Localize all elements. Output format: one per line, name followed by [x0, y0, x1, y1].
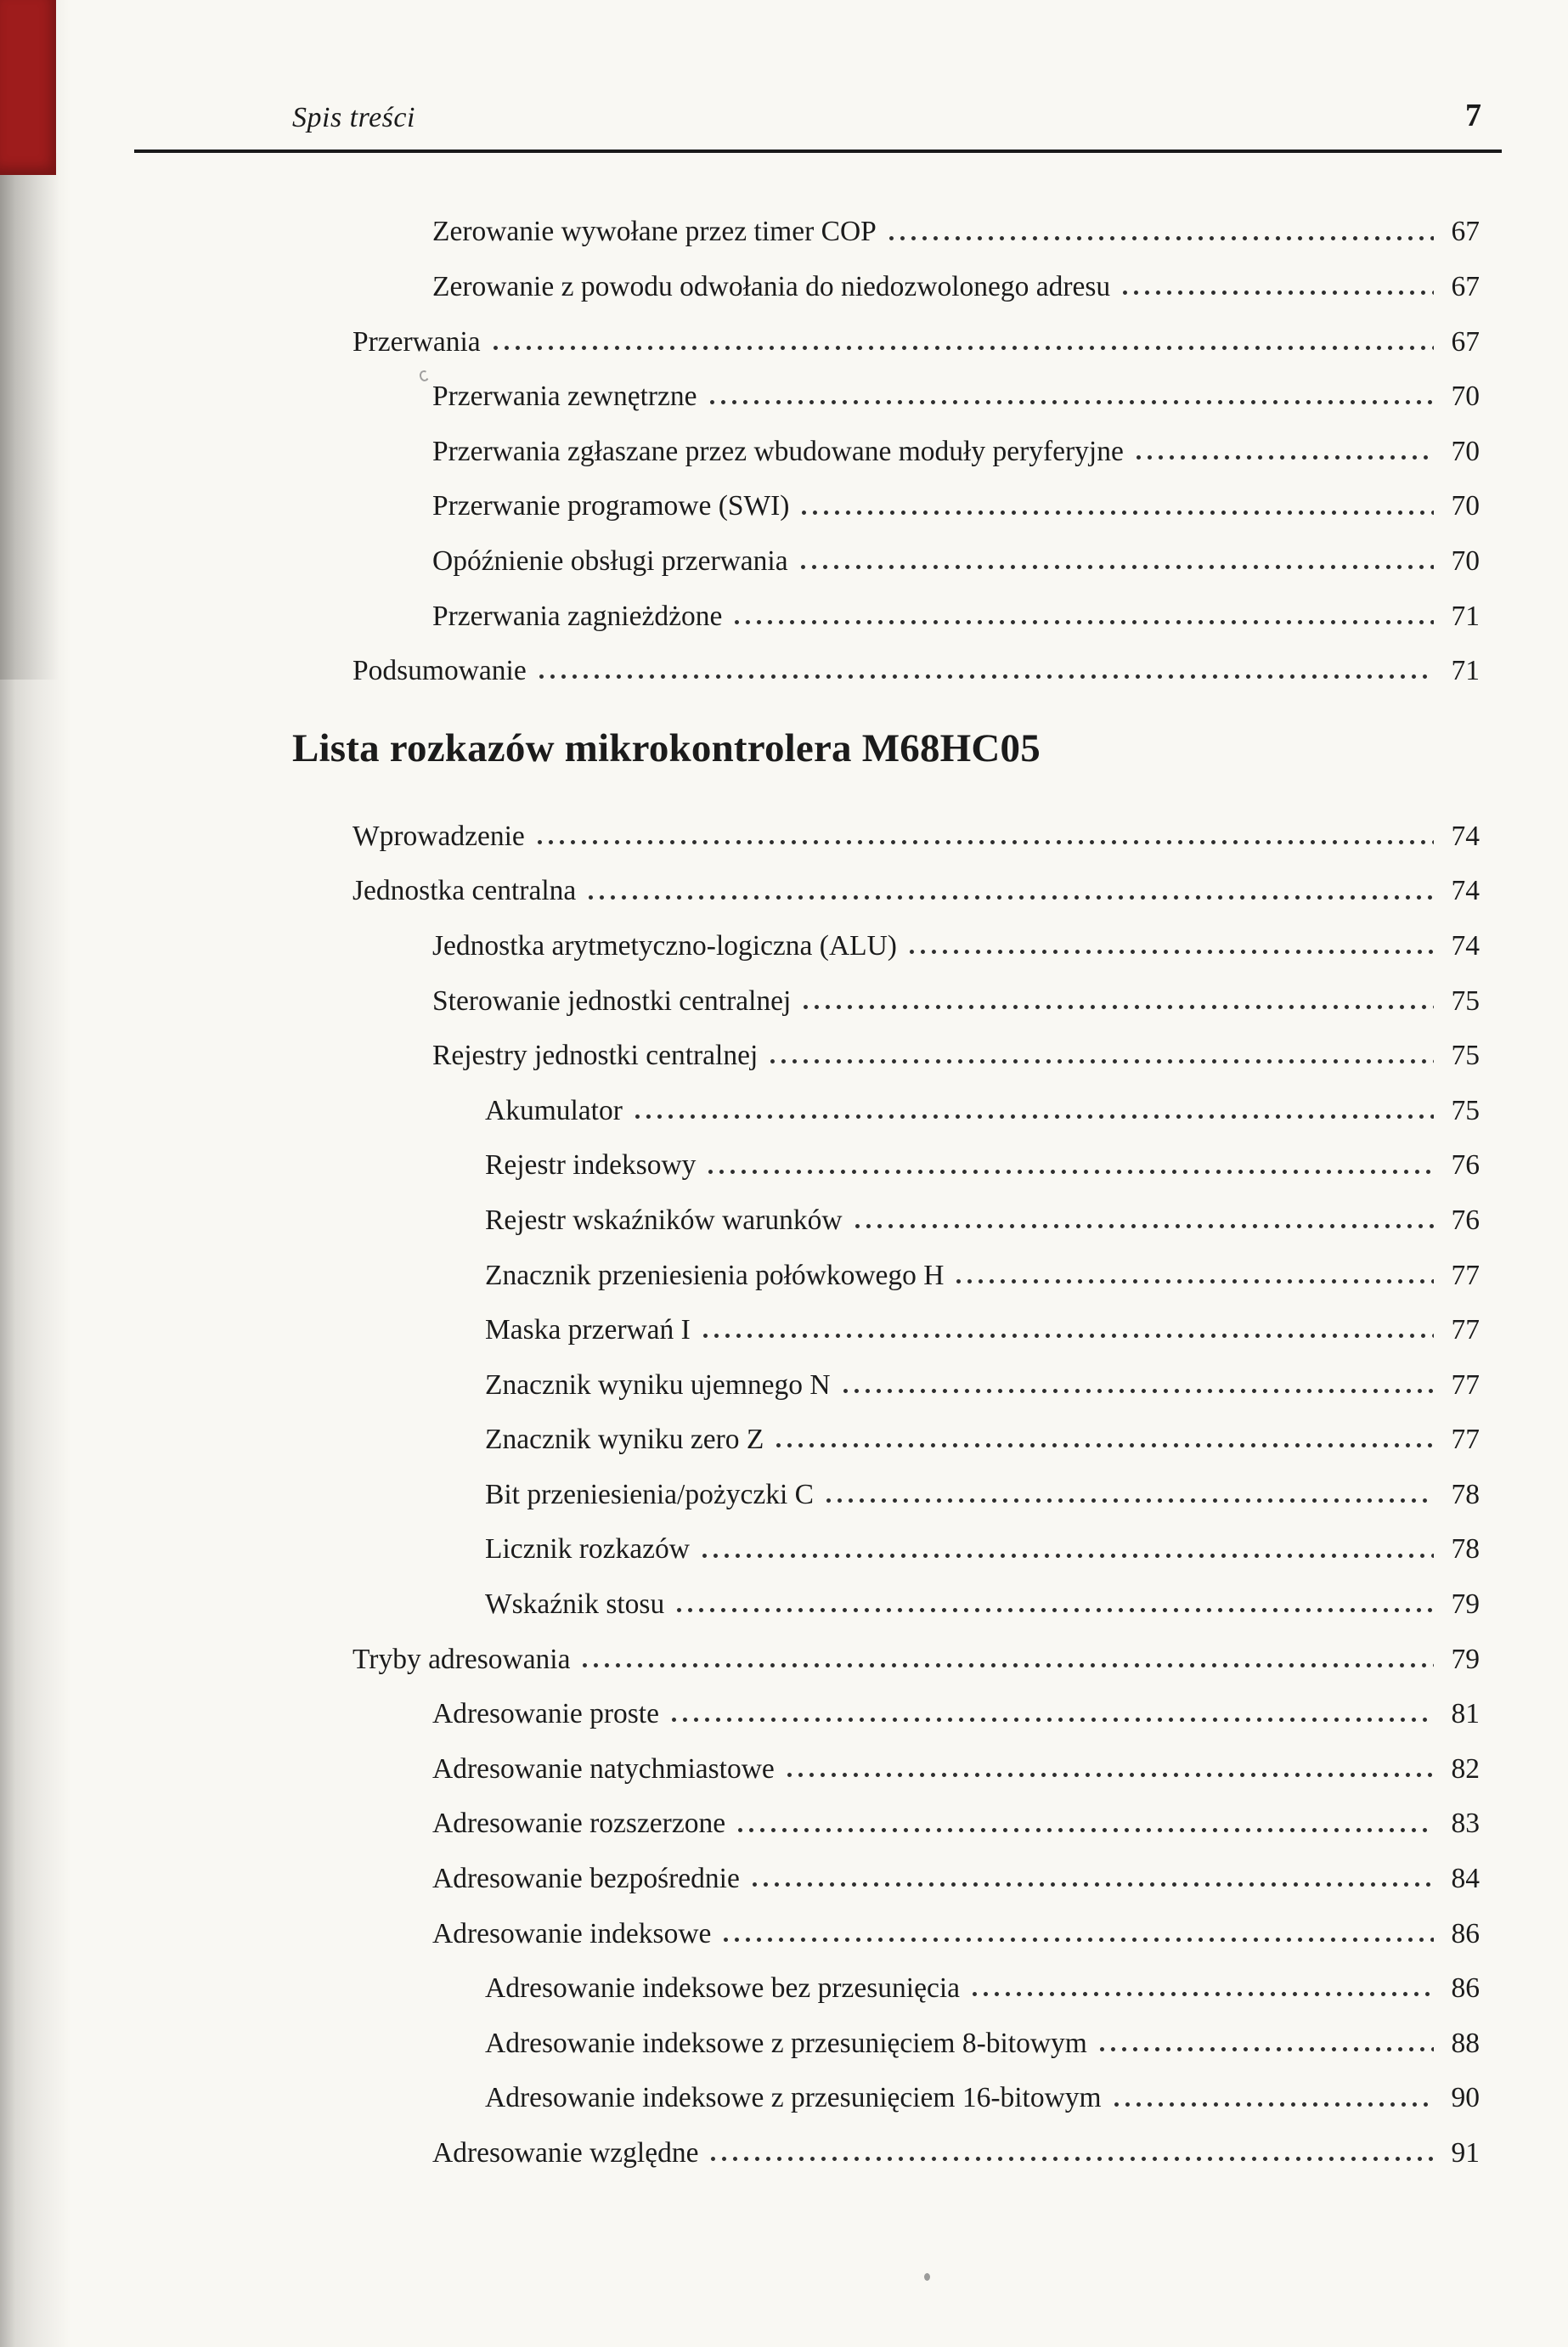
toc-entry-label: Adresowanie indeksowe: [432, 1917, 712, 1949]
toc-entry-page: 79: [1451, 1588, 1480, 1621]
toc-entry-label: Adresowanie natychmiastowe: [432, 1752, 775, 1785]
dot-leader: [699, 1553, 1434, 1559]
toc-entry-page: 67: [1451, 271, 1480, 303]
toc-entry-page: 77: [1451, 1314, 1480, 1346]
dot-leader: [823, 1498, 1434, 1504]
dot-leader: [1111, 2102, 1434, 2107]
toc-entry-label: Adresowanie indeksowe z przesunięciem 8-bitowym: [485, 2027, 1087, 2059]
toc-entry: [353, 467, 1480, 522]
toc: [292, 193, 1480, 2169]
dot-leader: [579, 1662, 1434, 1668]
toc-entry: [353, 1620, 1480, 1675]
toc-entry-page: 70: [1451, 490, 1480, 522]
dot-leader: [953, 1278, 1434, 1284]
toc-entry: [353, 1785, 1480, 1840]
toc-entry-label: Zerowanie z powodu odwołania do niedozwolonego adresu: [432, 271, 1111, 303]
running-header-title: Spis treści: [292, 102, 415, 133]
dot-leader: [1133, 454, 1434, 460]
toc-entry-page: 90: [1451, 2082, 1480, 2114]
toc-entry-label: Akumulator: [485, 1094, 623, 1126]
toc-entry-page: 71: [1451, 600, 1480, 632]
toc-entry-label: Przerwania zewnętrzne: [432, 381, 697, 413]
toc-entry-label: Adresowanie proste: [432, 1698, 659, 1730]
toc-entry-page: 76: [1451, 1204, 1480, 1236]
section-heading: Lista rozkazów mikrokontrolera M68HC05: [292, 726, 1041, 771]
dot-leader: [767, 1058, 1434, 1064]
toc-entry-label: Wskaźnik stosu: [485, 1588, 665, 1621]
toc-entry-page: 74: [1451, 929, 1480, 962]
dot-leader: [668, 1717, 1434, 1723]
toc-entry: [353, 2059, 1480, 2114]
toc-entry: [353, 962, 1480, 1017]
dot-leader: [906, 949, 1434, 955]
toc-entry-page: 75: [1451, 984, 1480, 1017]
dot-leader: [490, 345, 1434, 351]
toc-entry-label: Adresowanie rozszerzone: [432, 1808, 726, 1840]
toc-entry-page: 81: [1451, 1698, 1480, 1730]
toc-entry: [353, 1675, 1480, 1730]
toc-entry: [353, 1894, 1480, 1949]
toc-entry: [353, 1455, 1480, 1510]
dot-leader: [886, 235, 1434, 241]
toc-entry-label: Sterowanie jednostki centralnej: [432, 984, 792, 1017]
toc-entry: [353, 302, 1480, 358]
toc-entry-label: Tryby adresowania: [353, 1643, 571, 1675]
toc-entry-label: Rejestr indeksowy: [485, 1149, 697, 1182]
toc-entry-page: 77: [1451, 1259, 1480, 1291]
page-number: 7: [1465, 98, 1481, 133]
toc-entry: [353, 1236, 1480, 1291]
toc-entry-page: 70: [1451, 381, 1480, 413]
toc-entry: [353, 1017, 1480, 1072]
toc-entry: [353, 1729, 1480, 1785]
toc-entry: [353, 1566, 1480, 1621]
toc-entry-label: Zerowanie wywołane przez timer COP: [432, 216, 877, 248]
toc-entry-page: 74: [1451, 875, 1480, 907]
toc-entry-page: 83: [1451, 1808, 1480, 1840]
toc-entry-page: 76: [1451, 1149, 1480, 1182]
toc-entry-label: Przerwania: [353, 325, 481, 358]
toc-entry-label: Wprowadzenie: [353, 820, 525, 852]
toc-entry: [353, 1510, 1480, 1566]
toc-entry: [353, 1346, 1480, 1401]
dot-leader: [798, 564, 1434, 570]
dot-leader: [720, 1937, 1434, 1943]
toc-entry: [353, 1840, 1480, 1895]
toc-entry-page: 91: [1451, 2137, 1480, 2169]
toc-entry-page: 71: [1451, 655, 1480, 687]
dot-leader: [674, 1607, 1434, 1613]
toc-entry-page: 70: [1451, 544, 1480, 577]
dot-leader: [1097, 2046, 1434, 2052]
toc-entry-label: Przerwania zgłaszane przez wbudowane moduły peryferyjne: [432, 435, 1124, 467]
book-cover-corner: [0, 0, 56, 175]
dot-leader: [852, 1223, 1434, 1229]
toc-entry: [353, 577, 1480, 632]
toc-entry: [353, 2114, 1480, 2169]
toc-entry: [353, 1401, 1480, 1456]
toc-entry-page: 67: [1451, 325, 1480, 358]
toc-entry: [353, 1071, 1480, 1126]
dot-leader: [798, 510, 1434, 516]
toc-entry: [353, 248, 1480, 303]
toc-entry-page: 78: [1451, 1533, 1480, 1566]
toc-entry: [353, 1182, 1480, 1237]
toc-entry-page: 67: [1451, 216, 1480, 248]
toc-entry: [353, 522, 1480, 578]
toc-entry: [353, 1126, 1480, 1182]
toc-entry-label: Znacznik przeniesienia połówkowego H: [485, 1259, 945, 1291]
dot-leader: [749, 1882, 1434, 1887]
toc-entry-page: 70: [1451, 435, 1480, 467]
toc-entry-page: 75: [1451, 1094, 1480, 1126]
toc-entry: [353, 412, 1480, 467]
dot-leader: [735, 1827, 1434, 1833]
toc-entry-label: Rejestry jednostki centralnej: [432, 1040, 759, 1072]
dot-leader: [707, 399, 1434, 405]
toc-entry-page: 78: [1451, 1478, 1480, 1510]
dot-leader: [534, 839, 1434, 845]
toc-entry-label: Adresowanie indeksowe z przesunięciem 16-bitowym: [485, 2082, 1102, 2114]
toc-entry: [353, 907, 1480, 962]
dot-leader: [705, 1169, 1434, 1175]
scan-artifact: [419, 370, 431, 382]
toc-entry-label: Adresowanie bezpośrednie: [432, 1863, 740, 1895]
dot-leader: [731, 619, 1434, 625]
toc-entry-label: Podsumowanie: [353, 655, 527, 687]
dot-leader: [800, 1004, 1434, 1010]
dot-leader: [1120, 290, 1434, 296]
toc-entry-page: 77: [1451, 1424, 1480, 1456]
toc-entry-page: 84: [1451, 1863, 1480, 1895]
header-rule: [134, 150, 1502, 153]
toc-entry-label: Przerwanie programowe (SWI): [432, 490, 790, 522]
toc-entry-page: 82: [1451, 1752, 1480, 1785]
dot-leader: [708, 2156, 1434, 2162]
toc-entry-label: Znacznik wyniku ujemnego N: [485, 1368, 831, 1401]
dot-leader: [632, 1114, 1434, 1120]
toc-entry-label: Licznik rozkazów: [485, 1533, 690, 1566]
toc-entry-label: Rejestr wskaźników warunków: [485, 1204, 843, 1236]
toc-entry-label: Przerwania zagnieżdżone: [432, 600, 723, 632]
toc-entry: [353, 852, 1480, 907]
dot-leader: [969, 1991, 1434, 1997]
toc-entry-page: 79: [1451, 1643, 1480, 1675]
dot-leader: [536, 674, 1434, 680]
scan-edge-shade-upper: [0, 153, 59, 680]
toc-entry: [353, 797, 1480, 852]
toc-entry-label: Jednostka arytmetyczno-logiczna (ALU): [432, 929, 897, 962]
toc-entry-label: Znacznik wyniku zero Z: [485, 1424, 764, 1456]
toc-entry-label: Maska przerwań I: [485, 1314, 691, 1346]
dot-leader: [840, 1388, 1434, 1394]
dot-leader: [784, 1772, 1434, 1778]
toc-entry: [353, 193, 1480, 248]
toc-entry-page: 77: [1451, 1368, 1480, 1401]
toc-entry-label: Opóźnienie obsługi przerwania: [432, 544, 788, 577]
toc-entry-label: Bit przeniesienia/pożyczki C: [485, 1478, 814, 1510]
toc-entry-label: Jednostka centralna: [353, 875, 577, 907]
toc-entry: [353, 1291, 1480, 1346]
toc-entry: [353, 1949, 1480, 2005]
toc-entry: [353, 632, 1480, 687]
toc-entry-page: 75: [1451, 1040, 1480, 1072]
dot-leader: [700, 1333, 1434, 1339]
dot-leader: [773, 1442, 1434, 1448]
toc-entry: [353, 358, 1480, 413]
toc-entry-page: 74: [1451, 820, 1480, 852]
toc-entry-label: Adresowanie indeksowe bez przesunięcia: [485, 1972, 961, 2005]
toc-entry-page: 86: [1451, 1917, 1480, 1949]
toc-entry-page: 88: [1451, 2027, 1480, 2059]
toc-entry-page: 86: [1451, 1972, 1480, 2005]
toc-entry-label: Adresowanie względne: [432, 2137, 699, 2169]
scan-speck: [924, 2273, 930, 2281]
toc-entry: [353, 2004, 1480, 2059]
dot-leader: [585, 894, 1434, 900]
